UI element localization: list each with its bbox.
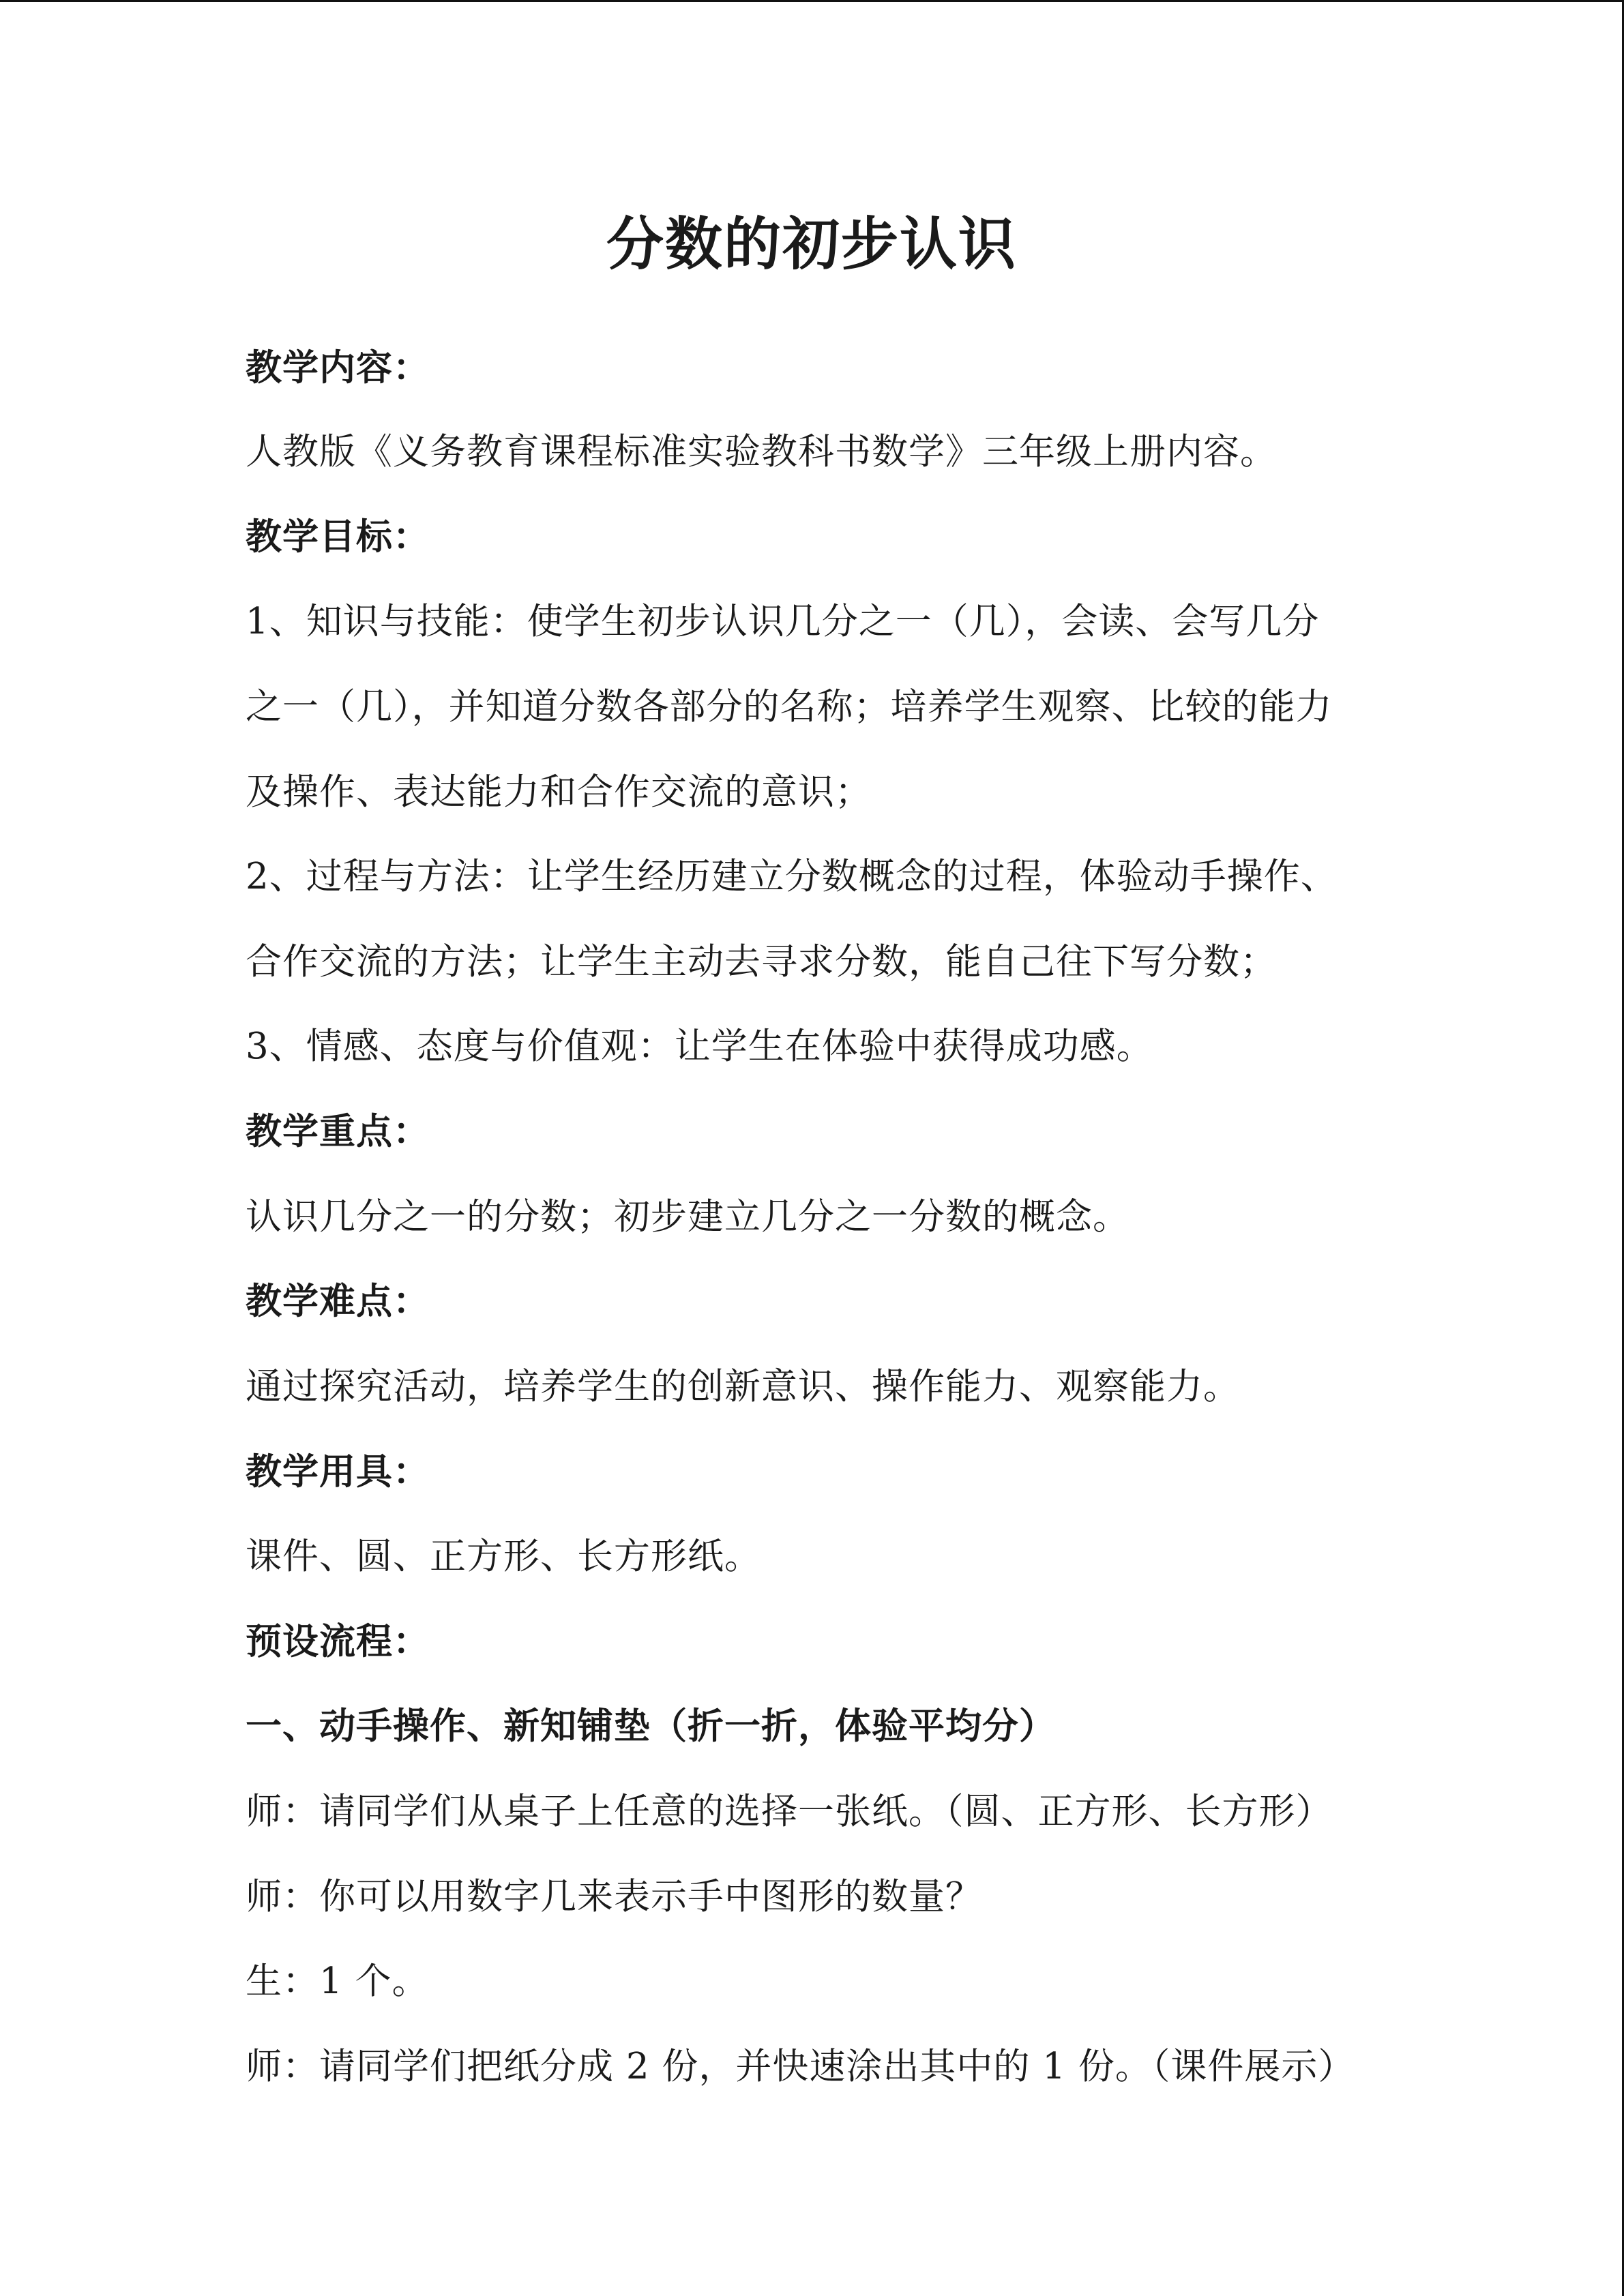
goal-2-line-1: 2、过程与方法：让学生经历建立分数概念的过程，体验动手操作、 <box>246 856 1338 897</box>
goals-heading: 教学目标： <box>246 516 430 558</box>
document-title: 分数的初步认识 <box>606 211 1017 278</box>
goal-1-line-1: 1、知识与技能：使学生初步认识几分之一（几），会读、会写几分 <box>246 601 1320 642</box>
dialog-line-1: 师：请同学们从桌子上任意的选择一张纸。（圆、正方形、长方形） <box>246 1791 1333 1832</box>
goal-3: 3、情感、态度与价值观：让学生在体验中获得成功感。 <box>246 1026 1153 1067</box>
dialog-line-2: 师：你可以用数字几来表示手中图形的数量？ <box>246 1876 982 1918</box>
goal-1-line-3: 及操作、表达能力和合作交流的意识； <box>246 771 872 813</box>
process-heading: 预设流程： <box>246 1621 430 1663</box>
step-1-heading: 一、动手操作、新知铺垫（折一折，体验平均分） <box>246 1705 1056 1747</box>
content-text: 人教版《义务教育课程标准实验教科书数学》三年级上册内容。 <box>246 431 1277 473</box>
goal-1-line-2: 之一（几），并知道分数各部分的名称；培养学生观察、比较的能力 <box>246 686 1333 728</box>
goal-2-line-2: 合作交流的方法；让学生主动去寻求分数，能自己往下写分数； <box>246 941 1277 983</box>
difficulty-text: 通过探究活动，培养学生的创新意识、操作能力、观察能力。 <box>246 1366 1240 1407</box>
top-border-line <box>0 0 1624 2</box>
tools-text: 课件、圆、正方形、长方形纸。 <box>246 1536 761 1577</box>
tools-heading: 教学用具： <box>246 1451 430 1493</box>
content-heading: 教学内容： <box>246 347 430 389</box>
key-points-text: 认识几分之一的分数；初步建立几分之一分数的概念。 <box>246 1196 1130 1238</box>
dialog-line-4: 师：请同学们把纸分成 2 份，并快速涂出其中的 1 份。（课件展示） <box>246 2046 1355 2087</box>
dialog-line-3: 生：1 个。 <box>246 1960 429 2002</box>
key-points-heading: 教学重点： <box>246 1111 430 1152</box>
difficulty-heading: 教学难点： <box>246 1281 430 1322</box>
